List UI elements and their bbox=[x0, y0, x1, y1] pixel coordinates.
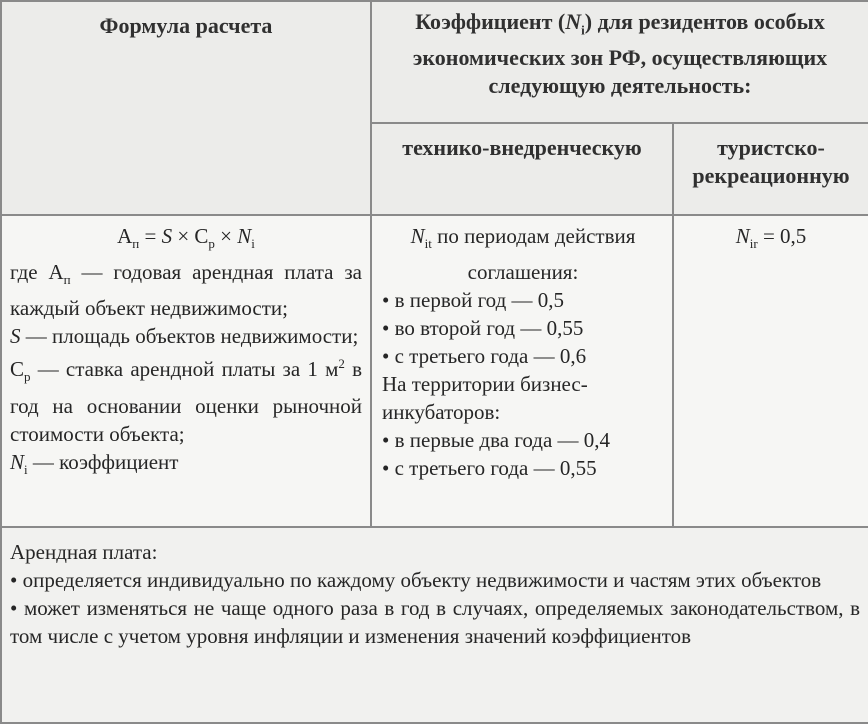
header-coefficient: Коэффициент $(N_i)$ для резидентов особых экономических зон РФ, осуществляющих следующую деятельность: bbox=[371, 1, 868, 123]
header-formula-text: Формула расчета bbox=[99, 13, 273, 38]
formula-def-s: S — площадь объектов недвижимости; bbox=[10, 324, 359, 349]
list-item: • определяется индивидуально по каждому объекту недвижимости и частям этих объектов bbox=[10, 568, 822, 592]
formula-def-n: $N_i$ — коэффициент bbox=[10, 449, 179, 477]
tech-incubator: На территории бизнес-инкубаторов: bbox=[382, 372, 588, 425]
list-item: • с третьего года — 0,55 bbox=[382, 456, 597, 481]
tech-intro: $N_{it}$ по периодам действия соглашения: bbox=[410, 224, 636, 285]
list-item: • во второй год — 0,55 bbox=[382, 316, 584, 341]
formula-cell bbox=[1, 215, 371, 527]
formula-expression: $А_п = S \times С_р \times N_i$ bbox=[117, 224, 255, 252]
formula-def-a: где $А_п$ — годовая арендная плата за каждый объект недвижимости; bbox=[10, 260, 362, 321]
list-item: • в первые два года — 0,4 bbox=[382, 428, 611, 453]
header-tour: туристско-рекреационную bbox=[673, 123, 868, 215]
list-item: • в первой год — 0,5 bbox=[382, 288, 565, 313]
formula-def-c: $С_р$ — ставка арендной платы за 1 $м^2$ в год на основании оценки рыночной стоимости объекта; bbox=[10, 356, 362, 446]
list-item: • может изменяться не чаще одного раза в год в случаях, определяемых законодательством, в том числе с учетом уровня инфляции и изменения значений коэффициентов bbox=[10, 596, 861, 648]
rent-notes-title: Арендная плата: bbox=[10, 540, 158, 564]
tour-cell: $N_{ir} = 0,5$ bbox=[673, 215, 868, 527]
list-item: • с третьего года — 0,6 bbox=[382, 344, 587, 369]
header-tech: технико-внедренческую bbox=[371, 123, 673, 215]
header-formula bbox=[1, 1, 371, 215]
tech-cell bbox=[371, 215, 673, 527]
rent-notes-cell bbox=[1, 527, 868, 723]
